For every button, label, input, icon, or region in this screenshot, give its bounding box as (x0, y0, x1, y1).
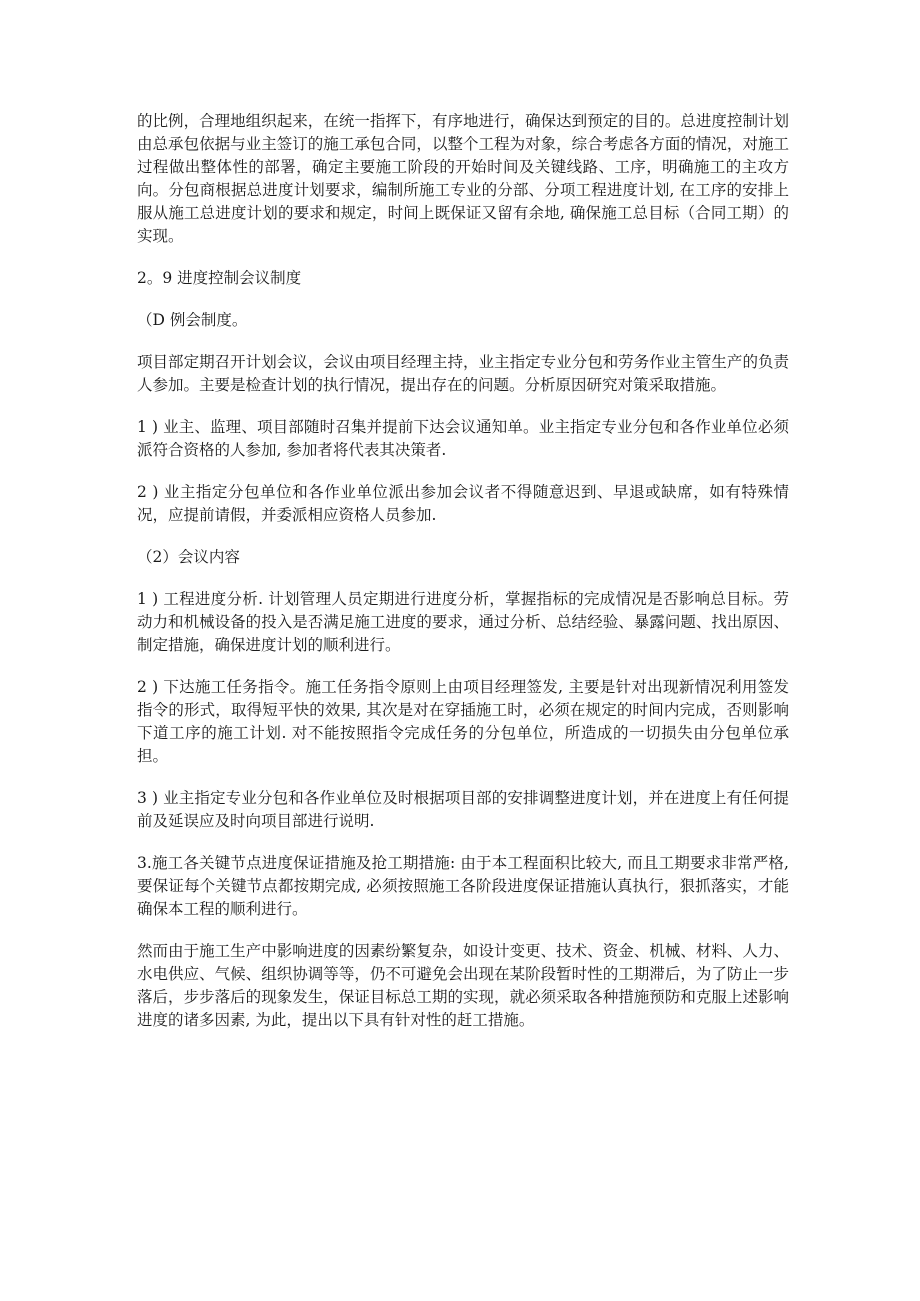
subheading-regular-meeting: （D 例会制度。 (137, 311, 248, 329)
paragraph-meeting-attendance: 2 ) 业主指定分包单位和各作业单位派出参加会议者不得随意迟到、早退或缺席，如有特殊情况，应提前请假，并委派相应资格人员参加. (137, 483, 789, 524)
subheading-meeting-content: （2）会议内容 (137, 548, 240, 566)
paragraph-schedule-adjustment: 3 ) 业主指定专业分包和各作业单位及时根据项目部的安排调整进度计划，并在进度上有任何提前及延误应及时向项目部进行说明. (137, 789, 789, 830)
paragraph-progress-analysis: 1 ) 工程进度分析. 计划管理人员定期进行进度分析，掌握指标的完成情况是否影响总目标。劳动力和机械设备的投入是否满足施工进度的要求，通过分析、总结经验、暴露问题、找出原因、制定措施，确保进度计划的顺利进行。 (137, 590, 789, 654)
paragraph-planning-meeting: 项目部定期召开计划会议，会议由项目经理主持，业主指定专业分包和劳务作业主管生产的负责人参加。主要是检查计划的执行情况，提出存在的问题。分析原因研究对策采取措施。 (137, 353, 789, 394)
paragraph-key-node-measures: 3.施工各关键节点进度保证措施及抢工期措施: 由于本工程面积比较大, 而且工期要求非常严格, 要保证每个关键节点都按期完成, 必须按照施工各阶段进度保证措施认真执行，狠抓落实，才能确保本工程的顺利进行。 (137, 854, 789, 918)
paragraph-task-instruction: 2 ) 下达施工任务指令。施工任务指令原则上由项目经理签发, 主要是针对出现新情况利用签发指令的形式，取得短平快的效果, 其次是对在穿插施工时，必须在规定的时间内完成，否则影响下道工序的施工计划. 对不能按照指令完成任务的分包单位，所造成的一切损失由分包单位承担。 (137, 678, 789, 765)
document-body (137, 110, 789, 1051)
paragraph-catch-up-measures: 然而由于施工生产中影响进度的因素纷繁复杂，如设计变更、技术、资金、机械、材料、人力、水电供应、气候、组织协调等等，仍不可避免会出现在某阶段暂时性的工期滞后，为了防止一步落后，步步落后的现象发生，保证目标总工期的实现，就必须采取各种措施预防和克服上述影响进度的诸多因素, 为此，提出以下具有针对性的赶工措施。 (137, 942, 789, 1029)
section-heading-meeting-system: 2。9 进度控制会议制度 (137, 269, 302, 287)
paragraph-progress-plan: 的比例，合理地组织起来，在统一指挥下，有序地进行，确保达到预定的目的。总进度控制计划由总承包依据与业主签订的施工承包合同，以整个工程为对象，综合考虑各方面的情况，对施工过程做出整体性的部署，确定主要施工阶段的开始时间及关键线路、工序，明确施工的主攻方向。分包商根据总进度计划要求，编制所施工专业的分部、分项工程进度计划, 在工序的安排上服从施工总进度计划的要求和规定，时间上既保证又留有余地, 确保施工总目标（合同工期）的实现。 (137, 112, 789, 245)
paragraph-meeting-notice: 1 ) 业主、监理、项目部随时召集并提前下达会议通知单。业主指定专业分包和各作业单位必须派符合资格的人参加, 参加者将代表其决策者. (137, 418, 789, 459)
